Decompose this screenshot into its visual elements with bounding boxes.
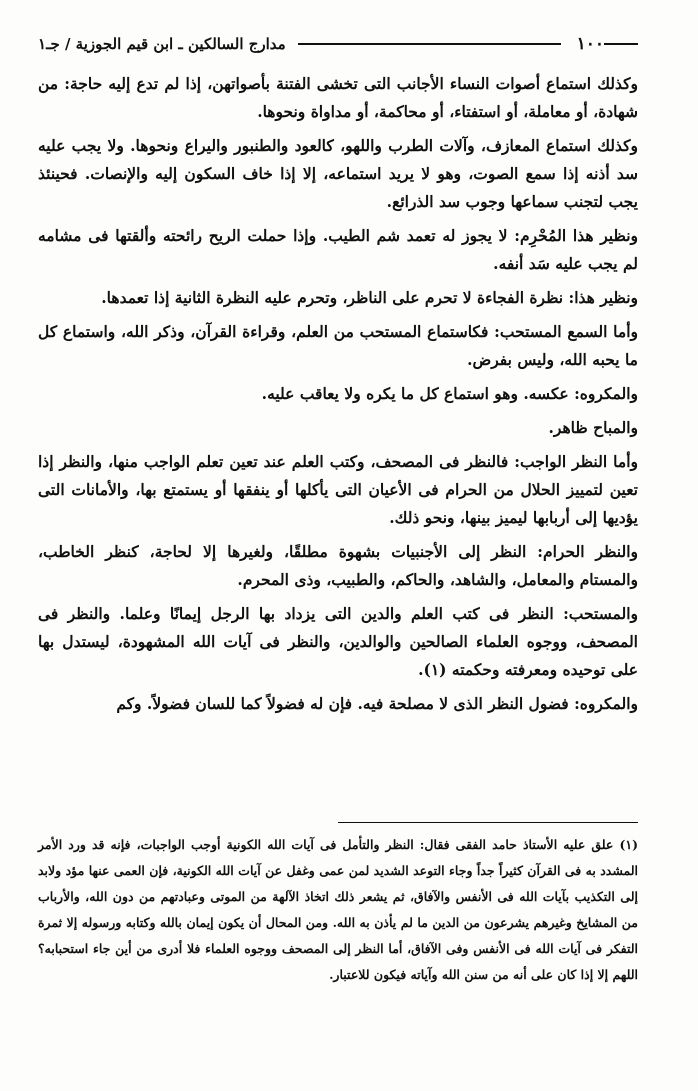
paragraph: والنظر الحرام: النظر إلى الأجنبيات بشهوة مطلقًا، ولغيرها إلا لحاجة، كنظر الخاطب، والمستام والمعامل، والشاهد، والحاكم، والطبيب، وذى المحرم. xyxy=(38,542,638,589)
running-title: مدارج السالكين ـ ابن قيم الجوزية / جـ١ xyxy=(38,35,286,53)
footnote-separator xyxy=(338,822,638,823)
paragraph: وكذلك استماع أصوات النساء الأجانب التى تخشى الفتنة بأصواتهن، إذا لم تدع إليه حاجة: من شهادة، أو معاملة، أو استفتاء، أو محاكمة، أو مداواة ونحوها. xyxy=(38,74,638,121)
paragraph: ونظير هذا المُحْرِم: لا يجوز له تعمد شم الطيب. وإذا حملت الريح رائحته وألقتها فى مشامه لم يجب عليه سَد أنفه. xyxy=(38,226,638,273)
footnote: (١) علق عليه الأستاذ حامد الفقى فقال: النظر والتأمل فى آيات الله الكونية أوجب الواجبات، فإنه قد ورد الأمر المشدد به فى القرآن كثيراً جداً وجاء التوعد الشديد لمن عمى وغفل عن آيات الله الكونية، فإن العمى عنها مؤد ولابد إلى التكذيب بآيات الله فى الأنفس والآفاق، ثم يشعر ذلك اتخاذ الآلهة من الموتى وعبادتهم من دون الله، والأرباب من المشايخ وغيرهم يشرعون من الدين ما لم يأذن به الله. ومن المحال أن يكون إيمان بالله وكتابه ورسوله إلا ثمرة التفكر فى آيات الله فى الأنفس وفى الآفاق، أما النظر إلى المصحف ووجوه العلماء فلا أدرى من أين جاء استحبابه؟ اللهم إلا إذا كان على أنه من سنن الله وآياته فيكون للاعتبار. xyxy=(38,837,638,982)
running-header xyxy=(38,32,638,56)
paragraph: ونظير هذا: نظرة الفجاءة لا تحرم على الناظر، وتحرم عليه النظرة الثانية إذا تعمدها. xyxy=(101,288,638,307)
paragraph: وكذلك استماع المعازف، وآلات الطرب واللهو، كالعود والطنبور واليراع ونحوها. ولا يجب عليه سد أذنه إذا سمع الصوت، وهو لا يريد استماعه، إلا إذا خاف السكون إليه والإنصات. فحينئذ يجب لتجنب سماعها وجوب سد الذرائع. xyxy=(38,136,638,211)
header-dash xyxy=(604,43,638,45)
paragraph: والمباح ظاهر. xyxy=(548,418,638,437)
paragraph: والمستحب: النظر فى كتب العلم والدين التى يزداد بها الرجل إيمانًا وعلما. والنظر فى المصحف، ووجوه العلماء الصالحين والوالدين، والنظر فى آيات الله المشهودة، ليستدل بها على توحيده ومعرفته وحكمته (١). xyxy=(38,604,638,679)
header-rule xyxy=(298,43,561,45)
paragraph: والمكروه: فضول النظر الذى لا مصلحة فيه. فإن له فضولاً كما للسان فضولاً. وكم xyxy=(116,694,638,713)
page-number: ١٠٠ xyxy=(576,34,604,54)
paragraph: والمكروه: عكسه. وهو استماع كل ما يكره ولا يعاقب عليه. xyxy=(261,384,638,403)
paragraph: وأما السمع المستحب: فكاستماع المستحب من العلم، وقراءة القرآن، وذكر الله، واستماع كل ما يحبه الله، وليس بفرض. xyxy=(38,322,638,369)
main-text xyxy=(38,70,638,724)
paragraph: وأما النظر الواجب: فالنظر فى المصحف، وكتب العلم عند تعين تعلم الواجب منها، والنظر إذا تعين لتمييز الحلال من الحرام فى الأعيان التى يأكلها أو ينفقها أو يستمتع بها، والأمانات التى يؤديها إلى أربابها ليميز بينها، ونحو ذلك. xyxy=(38,452,638,527)
